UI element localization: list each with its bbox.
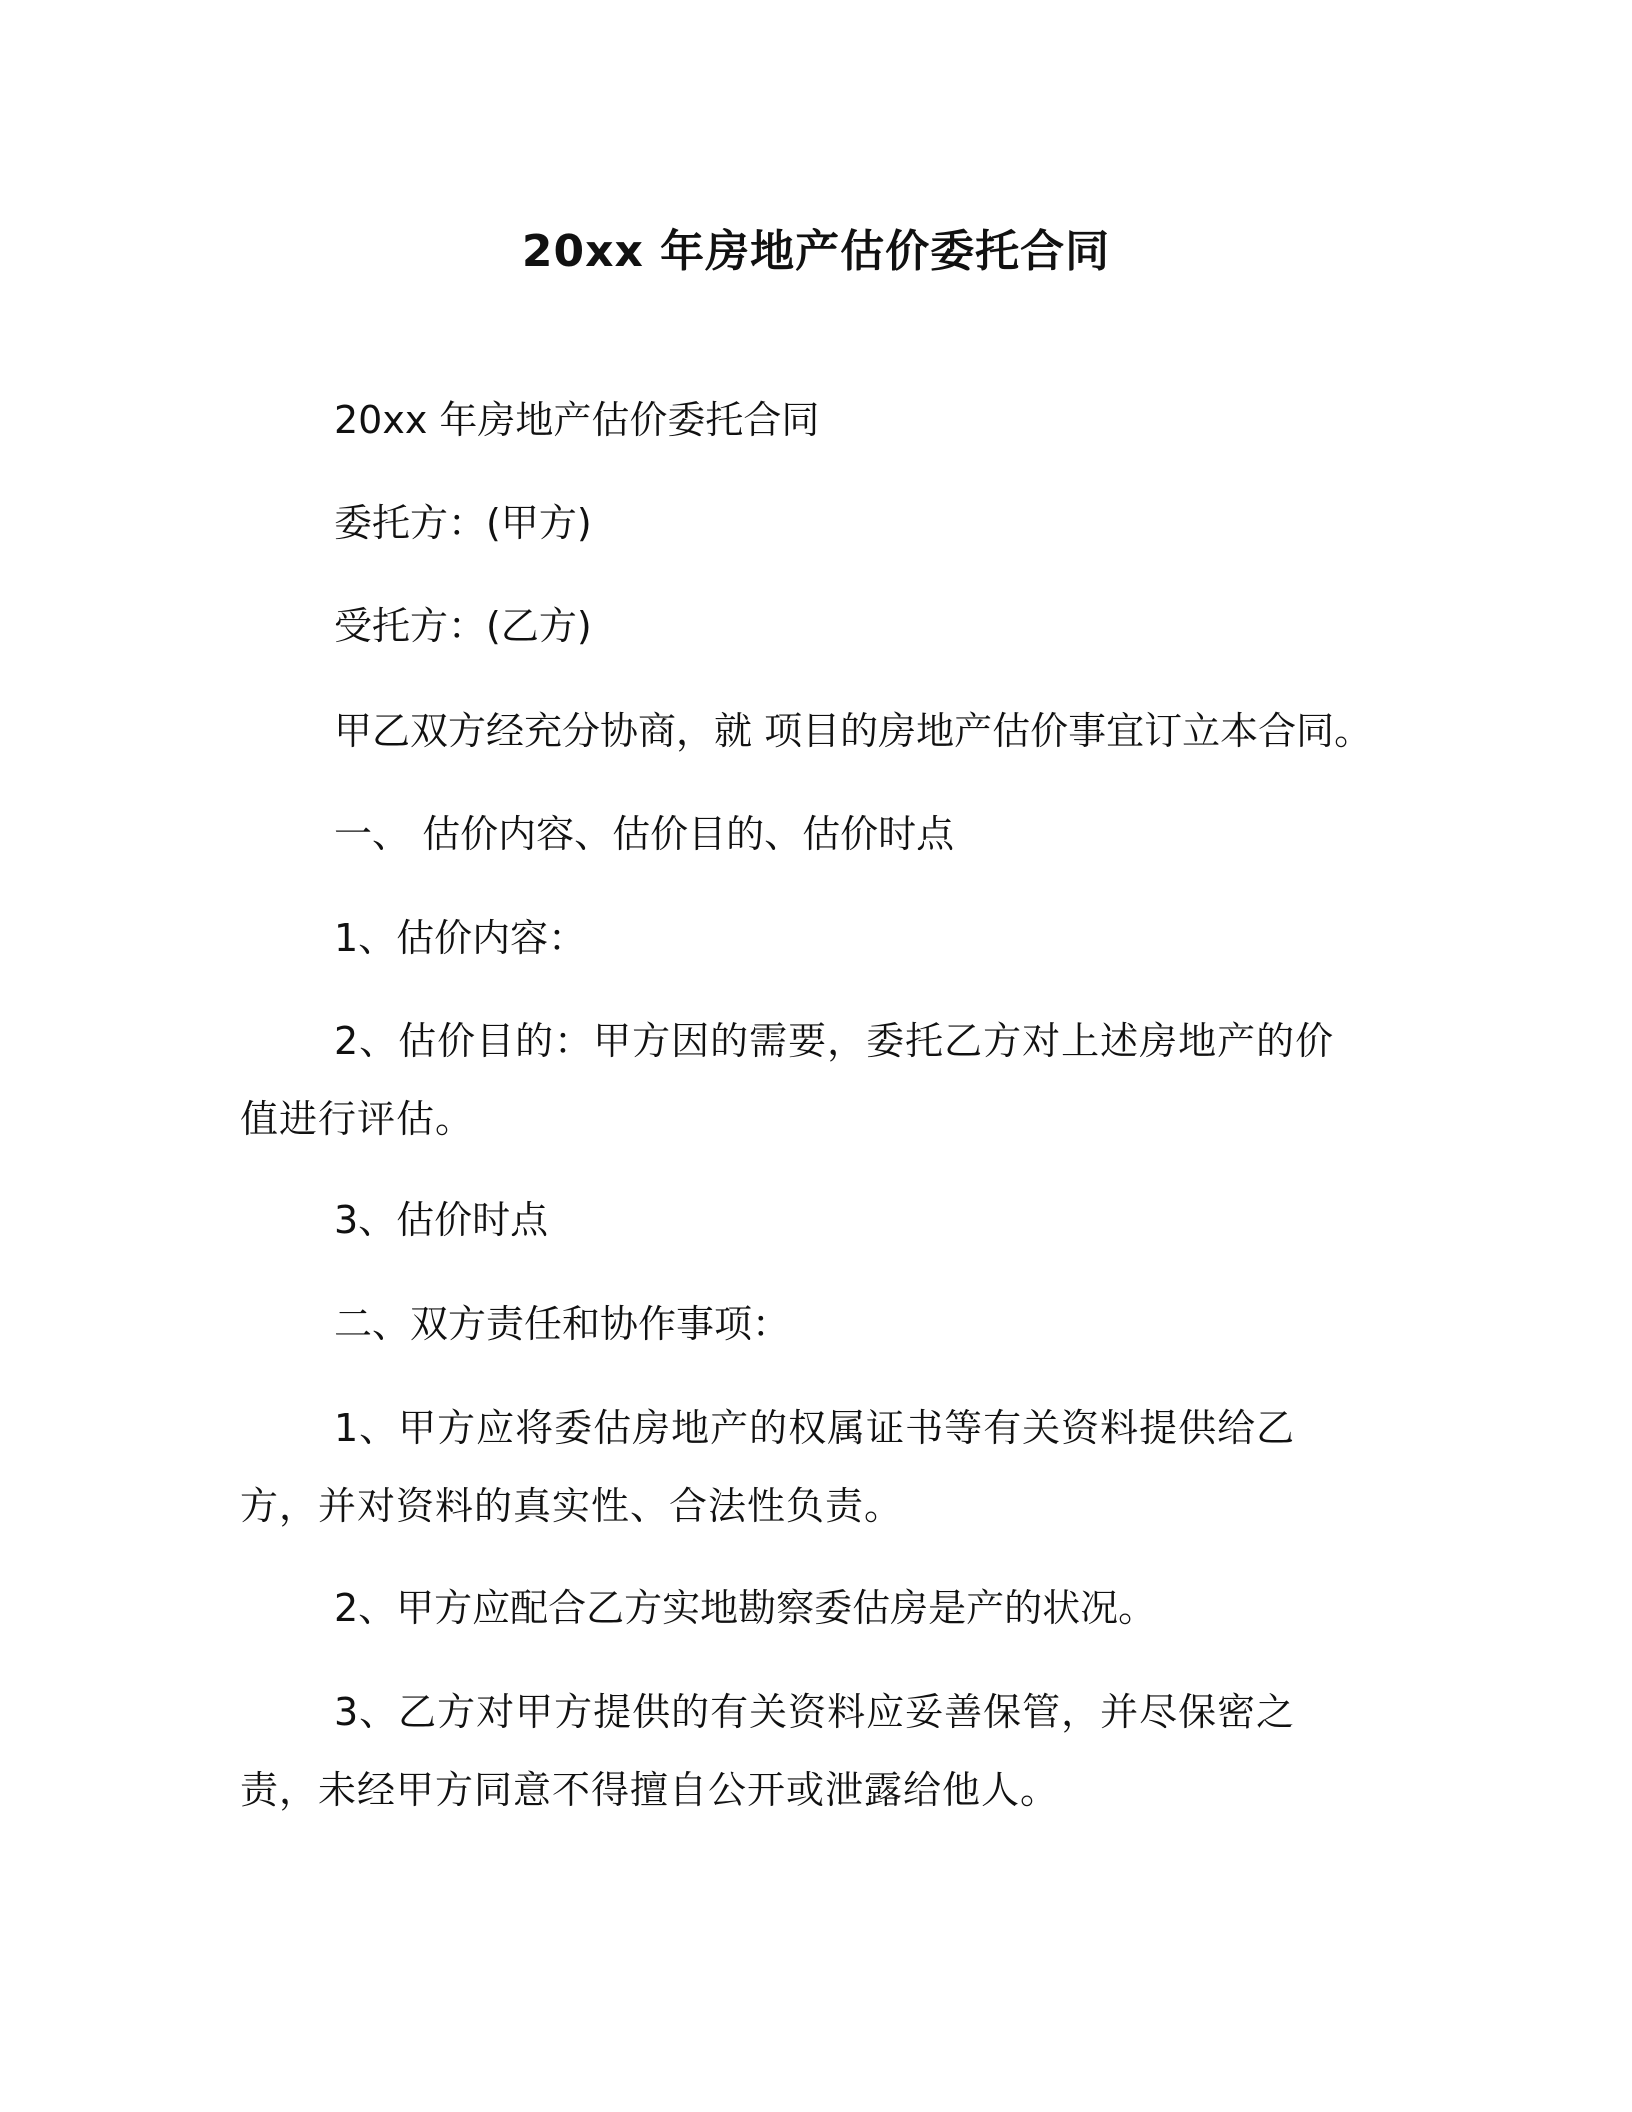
section-heading-one: 一、 估价内容、估价目的、估价时点 [334, 812, 955, 856]
paragraph-item-2: 2、估价目的：甲方因的需要，委托乙方对上述房地产的价值进行评估。 [240, 1019, 1335, 1141]
paragraph-duty-2: 2、甲方应配合乙方实地勘察委估房是产的状况。 [334, 1586, 1157, 1630]
paragraph-contract-name: 20xx 年房地产估价委托合同 [334, 398, 820, 442]
paragraph-party-b: 受托方：(乙方) [334, 604, 592, 648]
paragraph-duty-1: 1、甲方应将委估房地产的权属证书等有关资料提供给乙方，并对资料的真实性、合法性负责。 [240, 1406, 1296, 1528]
paragraph-item-3: 3、估价时点 [334, 1198, 549, 1242]
paragraph-party-a: 委托方：(甲方) [334, 501, 592, 545]
document-title: 20xx 年房地产估价委托合同 [521, 226, 1111, 277]
paragraph-item-1: 1、估价内容： [334, 916, 587, 960]
paragraph-duty-3: 3、乙方对甲方提供的有关资料应妥善保管，并尽保密之责，未经甲方同意不得擅自公开或泄露给他人。 [240, 1690, 1296, 1812]
section-heading-two: 二、双方责任和协作事项： [334, 1302, 791, 1346]
paragraph-agreement: 甲乙双方经充分协商，就 项目的房地产估价事宜订立本合同。 [334, 709, 1373, 753]
